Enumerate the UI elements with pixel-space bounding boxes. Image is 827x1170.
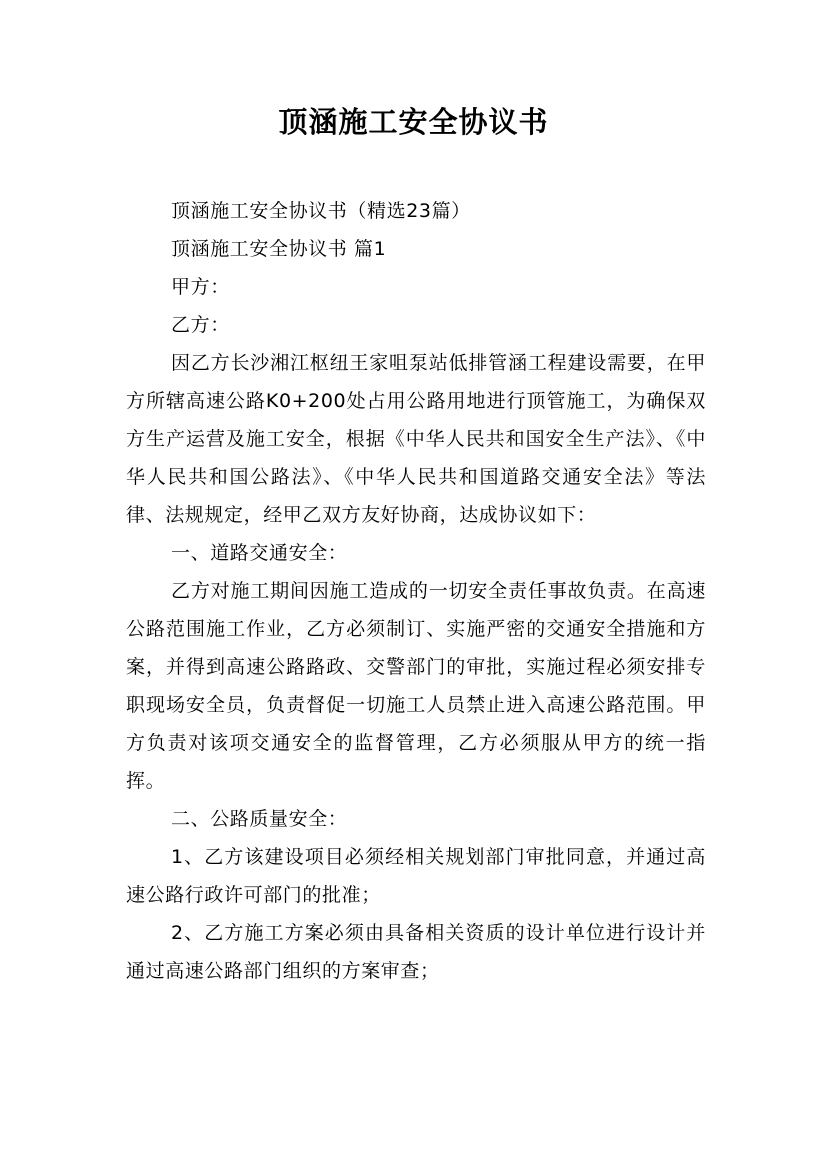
traffic-safety-paragraph: 乙方对施工期间因施工造成的一切安全责任事故负责。在高速公路范围施工作业，乙方必须制订、实施严密的交通安全措施和方案，并得到高速公路路政、交警部门的审批，实施过程必须安排专职现场安全员，负责督促一切施工人员禁止进入高速公路范围。甲方负责对该项交通安全的监督管理，乙方必须服从甲方的统一指挥。 (126, 580, 706, 792)
section-heading: 顶涵施工安全协议书 篇1 (171, 238, 387, 260)
quality-item-2: 2、乙方施工方案必须由具备相关资质的设计单位进行设计并通过高速公路部门组织的方案审查； (126, 922, 706, 982)
party-b-line: 乙方： (171, 314, 230, 336)
party-a-line: 甲方： (171, 276, 230, 298)
document-title: 顶涵施工安全协议书 (278, 105, 549, 139)
clause-heading-traffic: 一、道路交通安全： (171, 542, 348, 564)
document-body (126, 192, 706, 990)
quality-item-1: 1、乙方该建设项目必须经相关规划部门审批同意，并通过高速公路行政许可部门的批准； (126, 846, 706, 906)
subtitle-paragraph: 顶涵施工安全协议书（精选23篇） (171, 200, 471, 222)
intro-paragraph: 因乙方长沙湘江枢纽王家咀泵站低排管涵工程建设需要，在甲方所辖高速公路K0+200处占用公路用地进行顶管施工，为确保双方生产运营及施工安全，根据《中华人民共和国安全生产法》、《中华人民共和国公路法》、《中华人民共和国道路交通安全法》等法律、法规规定，经甲乙双方友好协商，达成协议如下： (126, 352, 706, 526)
clause-heading-quality: 二、公路质量安全： (171, 808, 348, 830)
